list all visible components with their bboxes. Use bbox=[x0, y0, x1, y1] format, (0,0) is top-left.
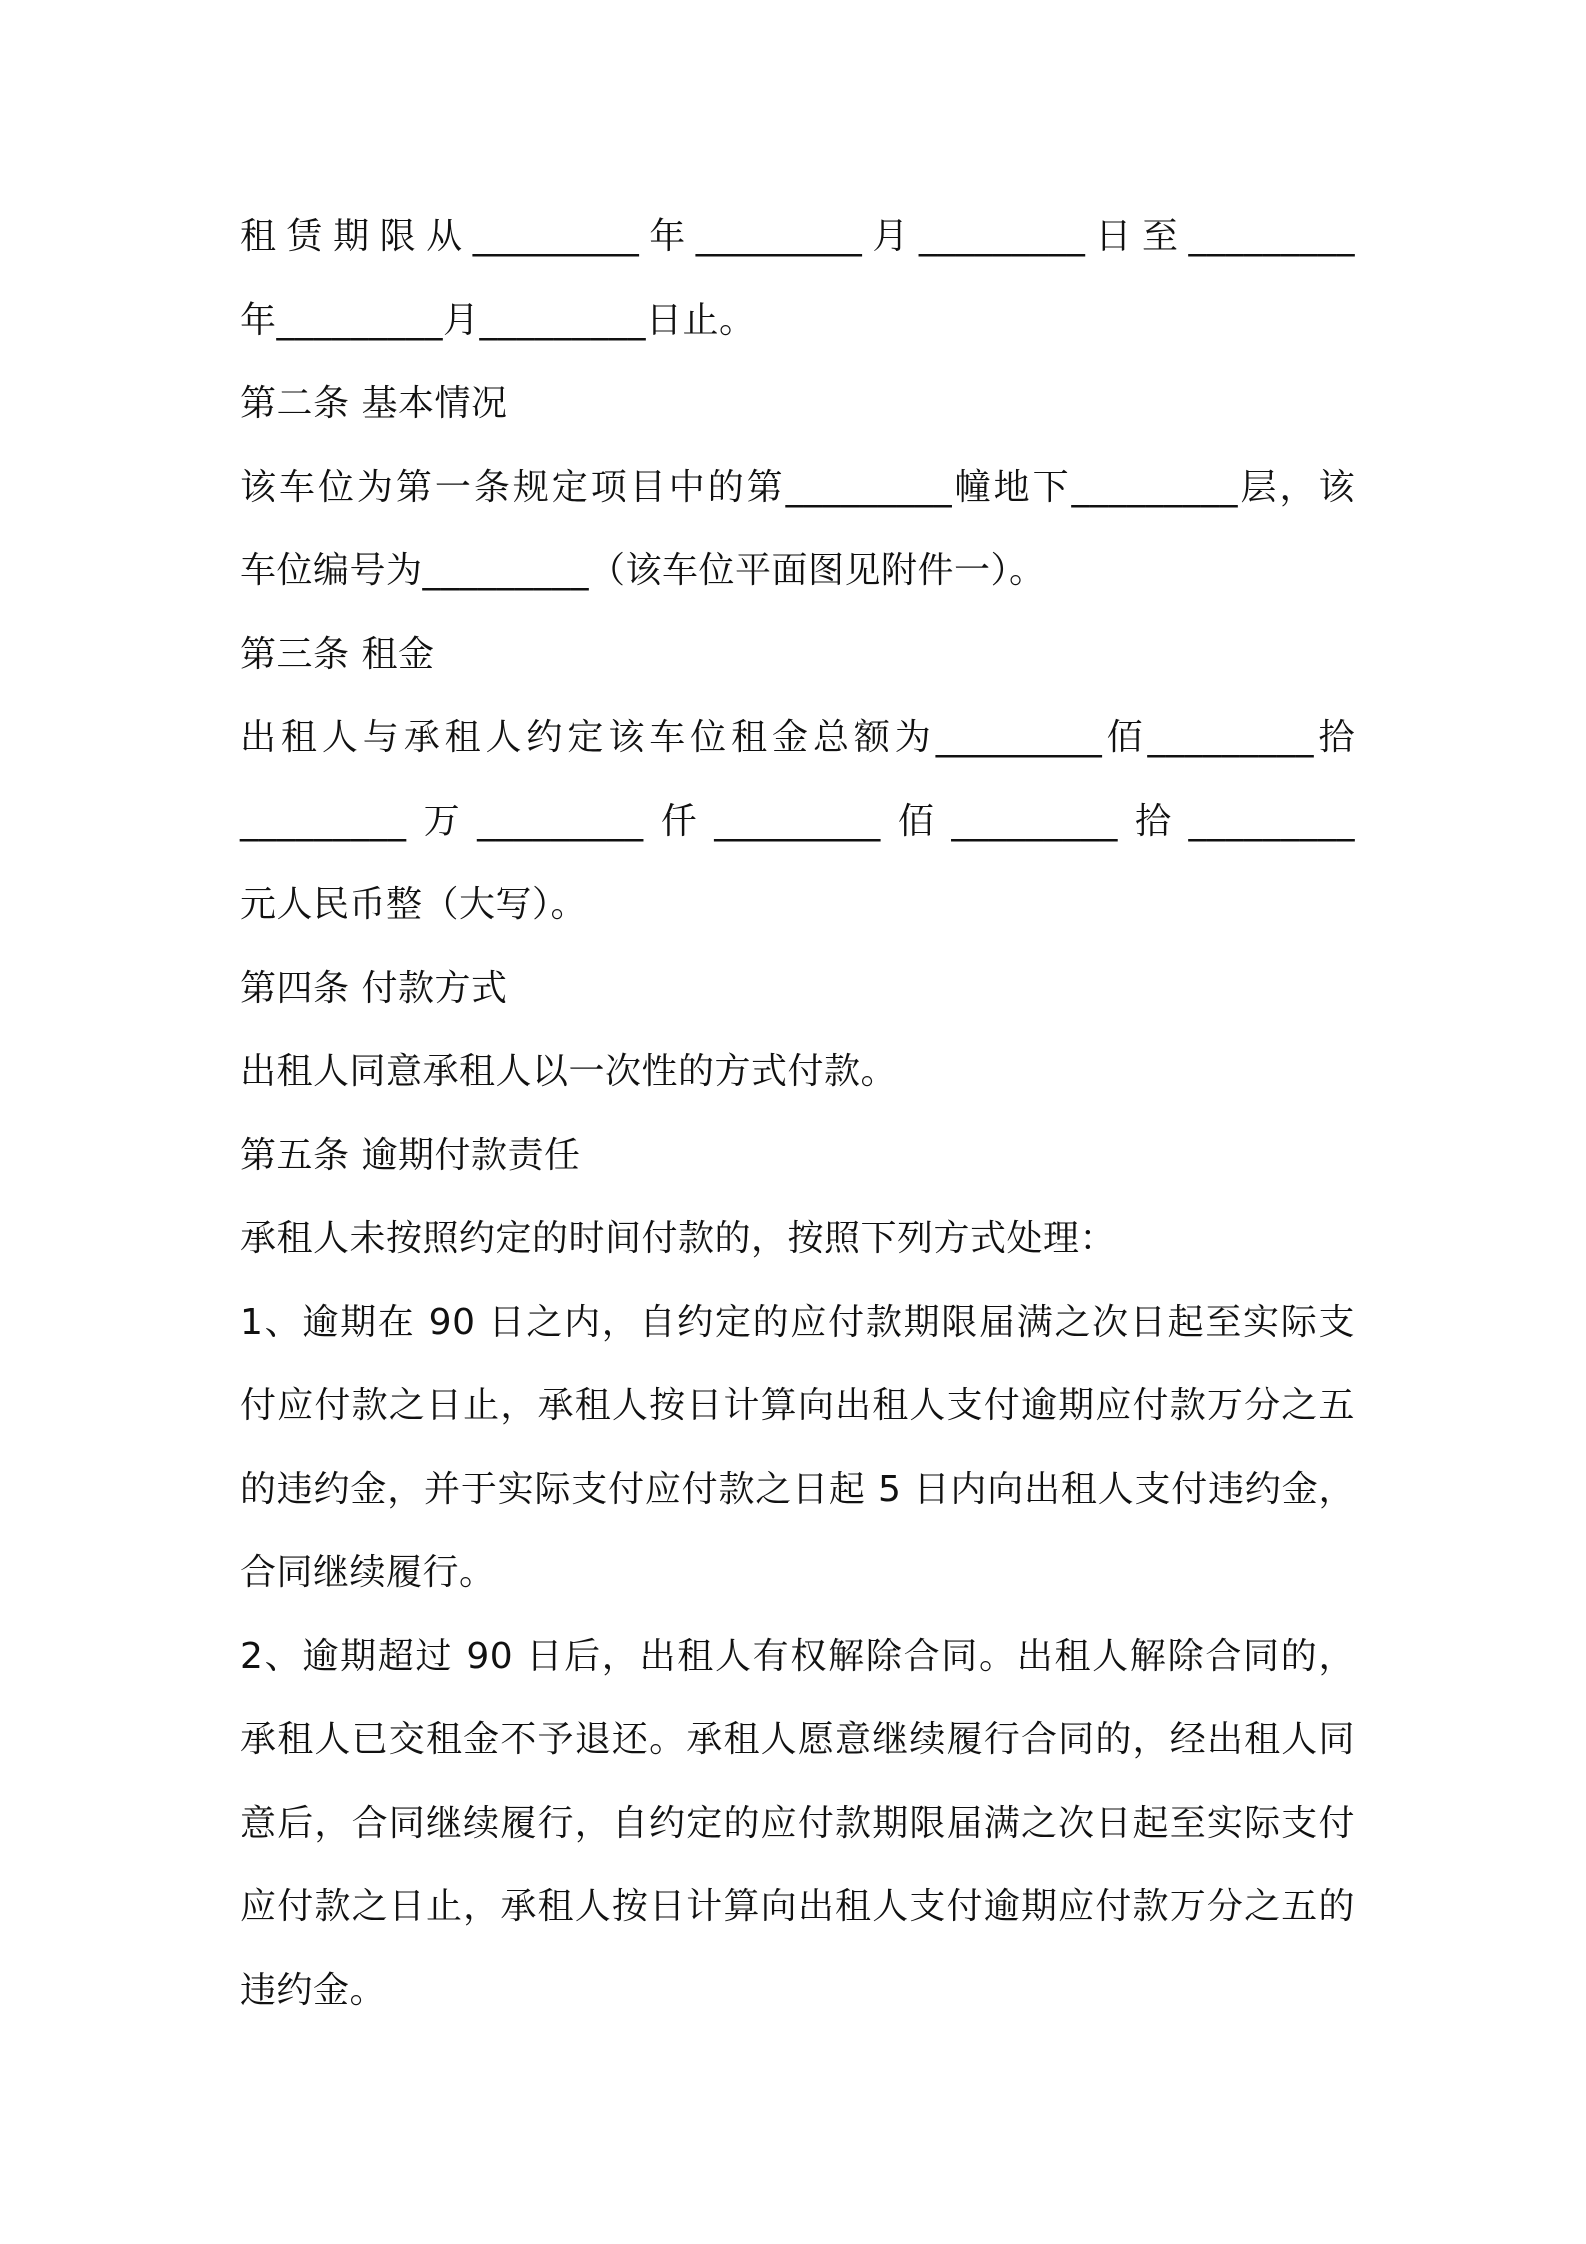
article-4-heading: 第四条 付款方式 bbox=[240, 967, 508, 1009]
article-5-intro: 承租人未按照约定的时间付款的，按照下列方式处理： bbox=[240, 1218, 1117, 1259]
article-4-text: 出租人同意承租人以一次性的方式付款。 bbox=[240, 1051, 898, 1092]
article-3-text-line-2: _________万_________仟_________佰_________拾_________ bbox=[240, 800, 1355, 842]
article-5-item-1-line-1: 1、逾期在 90 日之内，自约定的应付款期限届满之次日起至实际支 bbox=[240, 1301, 1355, 1343]
article-5-item-2-line-2: 承租人已交租金不予退还。承租人愿意继续履行合同的，经出租人同 bbox=[240, 1719, 1355, 1760]
article-5-item-1-line-3: 的违约金，并于实际支付应付款之日起 5 日内向出租人支付违约金， bbox=[240, 1468, 1355, 1510]
article-5-item-2-line-3: 意后，合同继续履行，自约定的应付款期限届满之次日起至实际支付 bbox=[240, 1802, 1355, 1844]
article-5-item-1-line-2: 付应付款之日止，承租人按日计算向出租人支付逾期应付款万分之五 bbox=[240, 1385, 1355, 1426]
article-5-item-2-line-1: 2、逾期超过 90 日后，出租人有权解除合同。出租人解除合同的， bbox=[240, 1635, 1355, 1677]
article-2-text-line-2: 车位编号为_________（该车位平面图见附件一）。 bbox=[240, 550, 1046, 591]
document-body bbox=[240, 195, 1355, 2032]
article-5-item-1-line-4: 合同继续履行。 bbox=[240, 1552, 496, 1593]
article-5-heading: 第五条 逾期付款责任 bbox=[240, 1134, 581, 1176]
article-2-heading: 第二条 基本情况 bbox=[240, 383, 508, 424]
article-3-text-line-1: 出租人与承租人约定该车位租金总额为_________佰_________拾 bbox=[240, 717, 1355, 758]
article-3-text-line-3: 元人民币整（大写）。 bbox=[240, 884, 588, 925]
lease-term-line-2: 年_________月_________日止。 bbox=[240, 299, 756, 341]
lease-term-line-1: 租赁期限从_________年_________月_________日至_________ bbox=[240, 216, 1355, 257]
article-5-item-2-line-4: 应付款之日止，承租人按日计算向出租人支付逾期应付款万分之五的 bbox=[240, 1886, 1355, 1927]
article-5-item-2-line-5: 违约金。 bbox=[240, 1969, 387, 2011]
article-3-heading: 第三条 租金 bbox=[240, 633, 435, 675]
article-2-text-line-1: 该车位为第一条规定项目中的第_________幢地下_________层，该 bbox=[240, 466, 1355, 508]
